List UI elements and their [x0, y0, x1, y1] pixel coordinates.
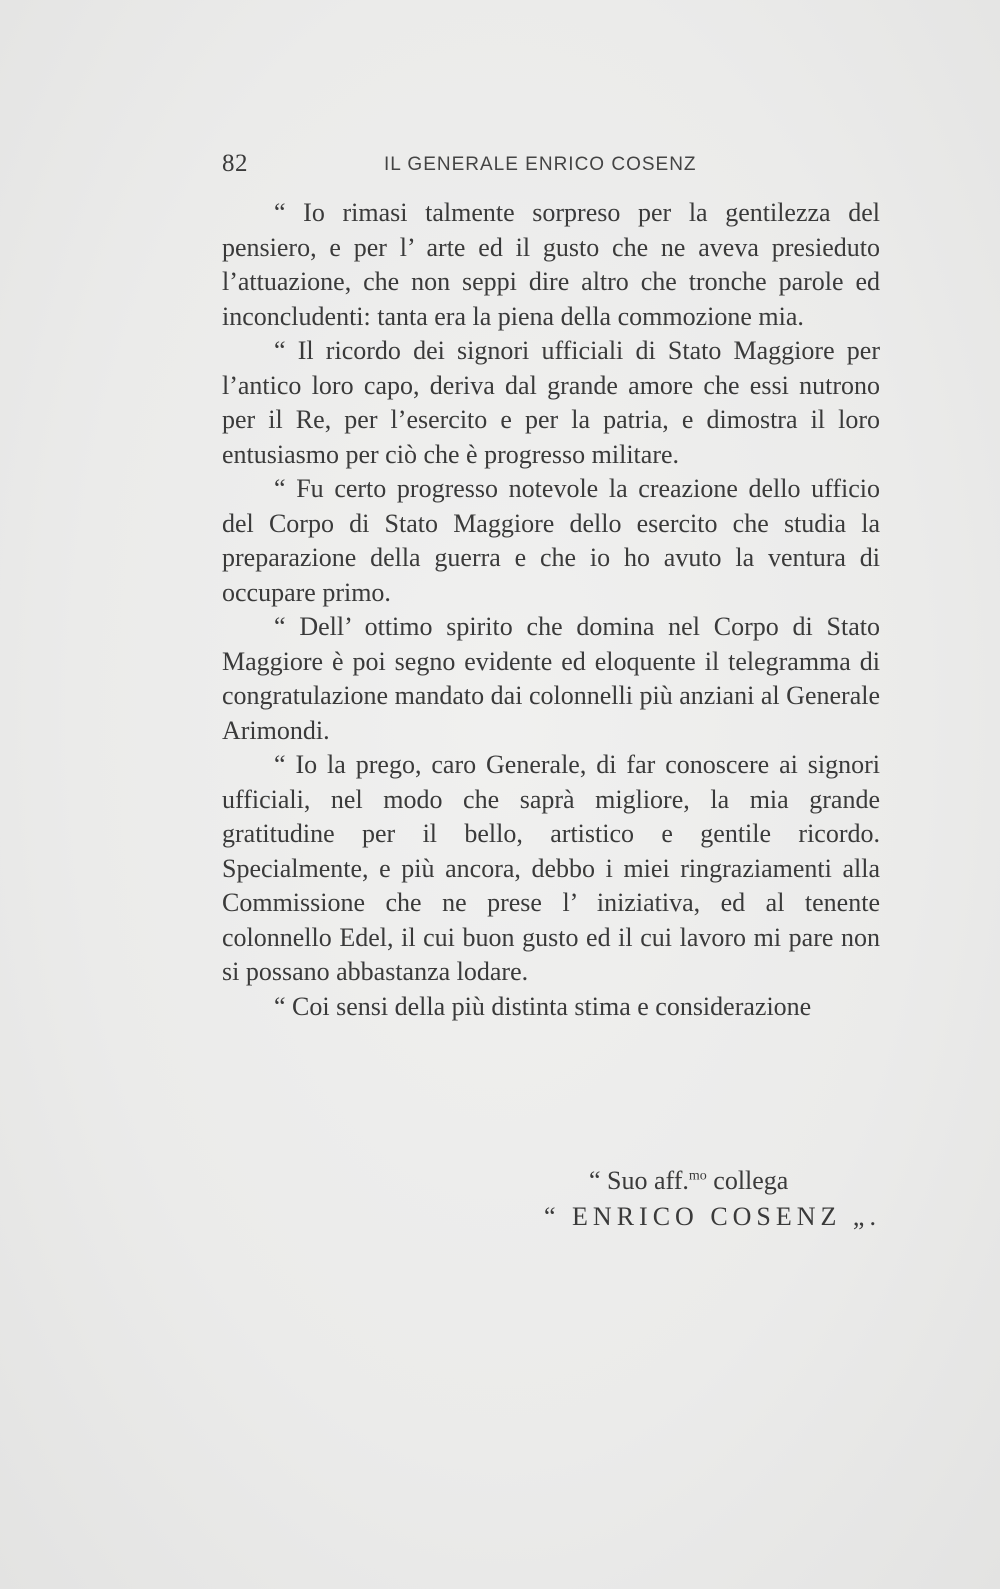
closing-line [222, 1163, 880, 1199]
paragraph: “ Fu certo progresso notevole la creazione dello ufficio del Corpo di Stato Maggiore dello esercito che studia la preparazione della guerra e che io ho avuto la ventura di occupare primo. [222, 474, 880, 607]
signatory-name: “ ENRICO COSENZ „. [544, 1202, 881, 1231]
running-title: IL GENERALE ENRICO COSENZ [384, 154, 697, 175]
paragraph: “ Dell’ ottimo spirito che domina nel Corpo di Stato Maggiore è poi segno evidente ed eloquente il telegramma di congratulazione mandato dai colonnelli più anziani al Generale Arimondi. [222, 612, 880, 745]
closing-prefix: “ Suo aff. [589, 1166, 689, 1195]
paragraph: “ Coi sensi della più distinta stima e considerazione [274, 991, 812, 1021]
paragraph: “ Io la prego, caro Generale, di far conoscere ai signori ufficiali, nel modo che saprà migliore, la mia grande gratitudine per il bello, artistico e gentile ricordo. Specialmente, e più ancora, debbo i miei ringraziamenti alla Commissione che ne prese l’ iniziativa, ed al tenente colonnello Edel, il cui buon gusto ed il cui lavoro mi pare non si possano abbastanza lodare. [222, 750, 880, 986]
page-header [222, 150, 880, 190]
letter-body [222, 196, 880, 1024]
page-number: 82 [222, 150, 248, 177]
closing-superscript: mo [688, 1168, 707, 1184]
paragraph: “ Io rimasi talmente sorpreso per la gentilezza del pensiero, e per l’ arte ed il gusto che ne aveva presieduto l’attuazione, che non seppi dire altro che tronche parole ed inconcludenti: tanta era la piena della commozione mia. [222, 198, 880, 331]
paragraph: “ Il ricordo dei signori ufficiali di Stato Maggiore per l’antico loro capo, deriva dal grande amore che essi nutrono per il Re, per l’esercito e per la patria, e dimostra il loro entusiasmo per ciò che è progresso militare. [222, 336, 880, 469]
closing-suffix: collega [706, 1166, 789, 1195]
letter-signature [222, 1163, 880, 1235]
